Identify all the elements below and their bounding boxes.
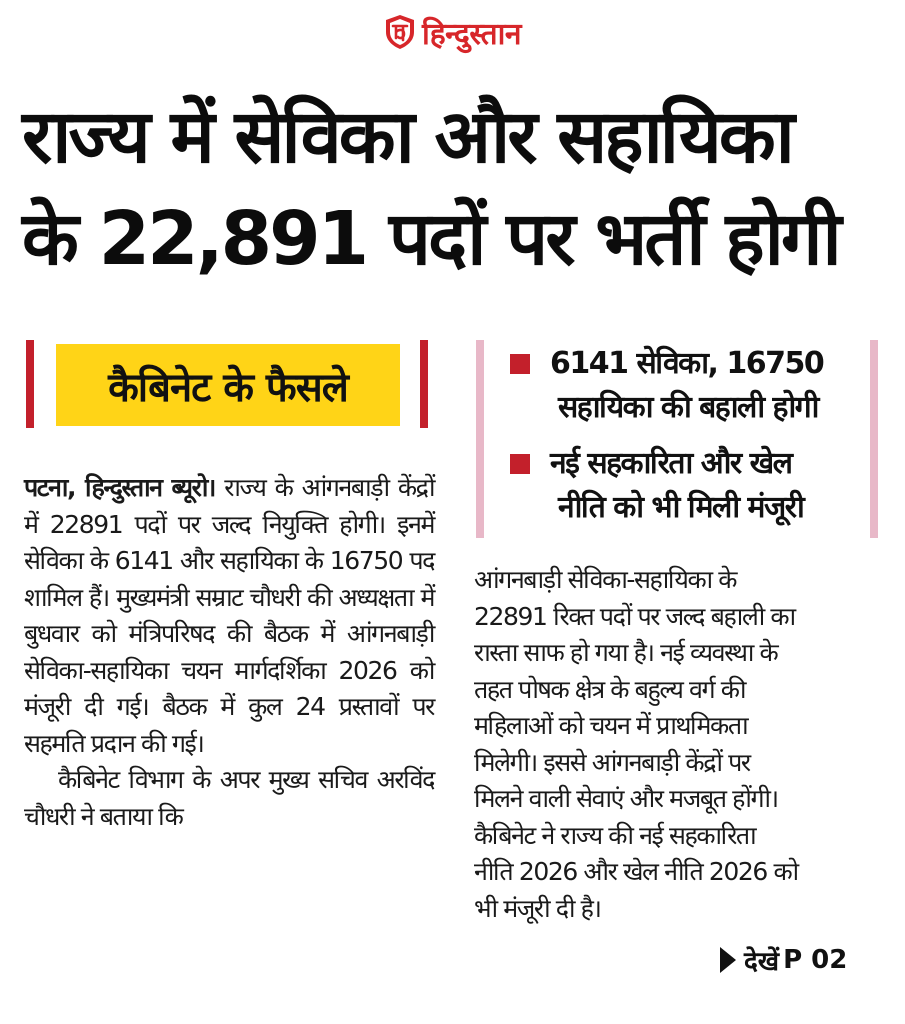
highlights-box xyxy=(476,340,878,540)
article-line: महिलाओं को चयन में प्राथमिकता xyxy=(474,711,748,740)
article-line: रास्ता साफ हो गया है। नई व्यवस्था के xyxy=(474,638,778,667)
see-label: देखें xyxy=(744,947,780,977)
brand-name: हिन्दुस्तान xyxy=(421,16,522,52)
article-left-column xyxy=(24,470,434,835)
section-tag xyxy=(26,340,428,432)
section-tag-label: कैबिनेट के फैसले xyxy=(108,364,348,411)
tag-right-bar xyxy=(420,340,428,428)
highlight-item xyxy=(510,342,860,430)
article-line: आंगनबाड़ी सेविका-सहायिका के xyxy=(474,565,737,594)
article-paragraph: कैबिनेट विभाग के अपर मुख्य सचिव अरविंद चौधरी ने बताया कि xyxy=(24,765,434,831)
headline xyxy=(22,86,892,290)
square-bullet-icon xyxy=(510,454,530,474)
article-paragraph xyxy=(24,470,434,762)
arrow-right-icon xyxy=(720,947,736,973)
highlight-line: नीति को भी मिली मंजूरी xyxy=(558,490,804,525)
tag-box xyxy=(56,344,400,426)
article-line: भी मंजूरी दी है। xyxy=(474,893,601,923)
article-line: मिलेगी। इससे आंगनबाड़ी केंद्रों पर xyxy=(474,747,750,777)
article-line: 22891 रिक्त पदों पर जल्द बहाली का xyxy=(474,601,795,631)
highlight-line: सहायिका की बहाली होगी xyxy=(558,390,818,425)
square-bullet-icon xyxy=(510,354,530,374)
article-line: कैबिनेट ने राज्य की नई सहकारिता xyxy=(474,820,756,850)
highlight-line: नई सहकारिता और खेल xyxy=(550,446,792,481)
continued-reference[interactable] xyxy=(720,942,847,978)
article-line: तहत पोषक क्षेत्र के बहुल्य वर्ग की xyxy=(474,674,746,704)
highlights-right-bar xyxy=(870,340,878,538)
highlight-item xyxy=(510,442,860,530)
tag-left-bar xyxy=(26,340,34,428)
paragraph-text: राज्य के आंगनबाड़ी केंद्रों में 22891 पदों पर जल्द नियुक्ति होगी। इनमें सेविका के 6141 और सहायिका के 16750 पद शामिल हैं। मुख्यमंत्री सम्राट चौधरी की अध्यक्षता में बुधवार को मंत्रिपरिषद की बैठक में आंगनबाड़ी सेविका-सहायिका चयन मार्गदर्शिका 2026 को मंजूरी दी गई। बैठक में कुल 24 प्रस्तावों पर सहमति प्रदान की गई। xyxy=(24,473,435,758)
hindustan-shield-logo-icon xyxy=(384,14,416,50)
article-right-column xyxy=(474,562,880,927)
highlights-left-bar xyxy=(476,340,484,538)
page-reference: P 02 xyxy=(783,945,848,975)
article-line: नीति 2026 और खेल नीति 2026 को xyxy=(474,857,798,886)
headline-line-2: के 22,891 पदों पर भर्ती होगी xyxy=(22,196,839,282)
highlight-line: 6141 सेविका, 16750 xyxy=(550,346,824,381)
dateline: पटना, हिन्दुस्तान ब्यूरो। xyxy=(24,473,216,502)
article-line: मिलने वाली सेवाएं और मजबूत होंगी। xyxy=(474,784,778,813)
headline-line-1: राज्य में सेविका और सहायिका xyxy=(22,94,792,180)
masthead xyxy=(0,10,905,54)
